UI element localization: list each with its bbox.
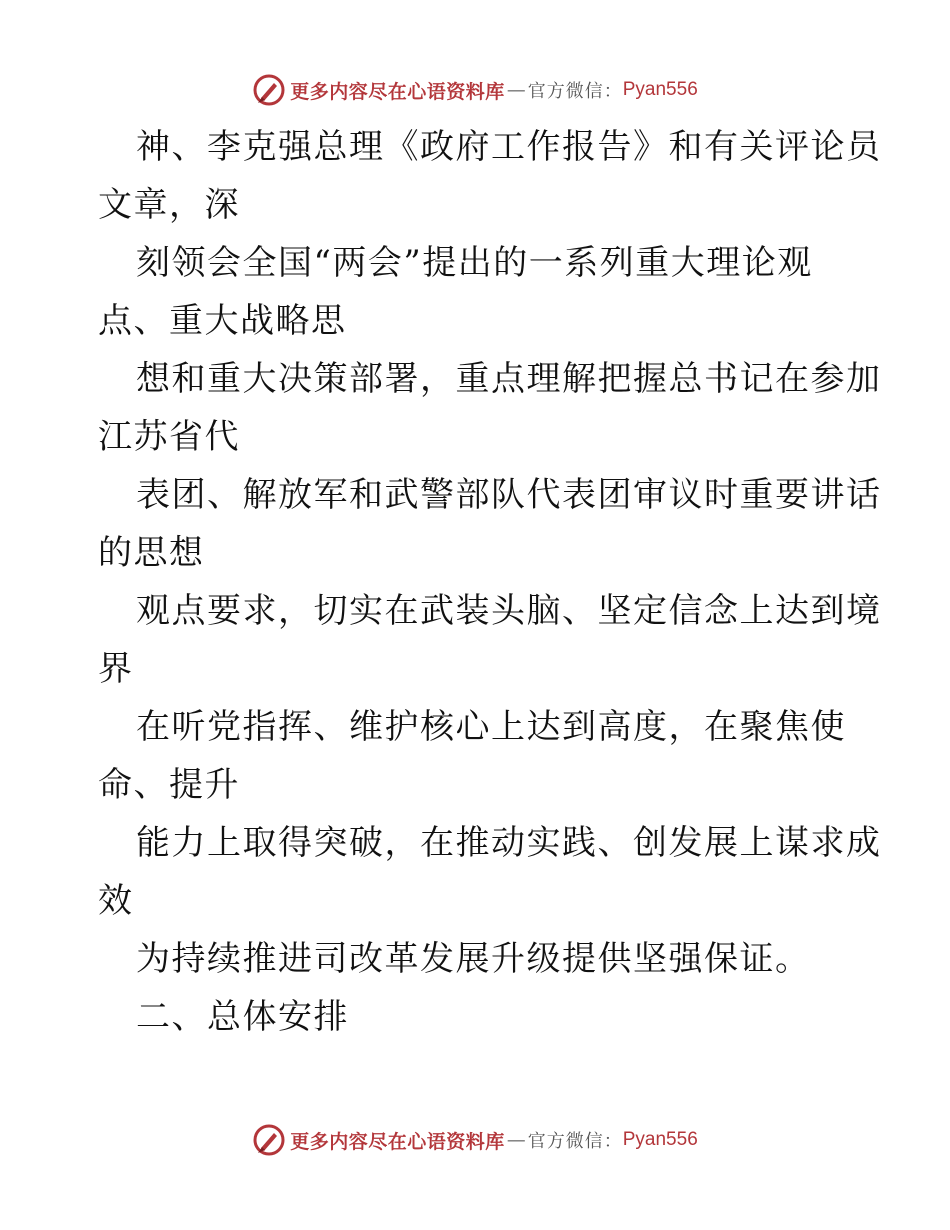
body-line: 神、李克强总理《政府工作报告》和有关评论员 xyxy=(136,127,882,167)
body-line: 命、提升 xyxy=(98,765,240,805)
pen-logo-icon xyxy=(252,1123,286,1157)
body-line: 江苏省代 xyxy=(98,417,240,457)
body-line: 在听党指挥、维护核心上达到高度，在聚焦使 xyxy=(136,707,846,747)
body-line: 能力上取得突破，在推动实践、创发展上谋求成 xyxy=(136,823,882,863)
body-line: 点、重大战略思 xyxy=(98,301,347,341)
banner-wechat-id: Pyan556 xyxy=(622,79,698,100)
banner-wechat-label: 官方微信： xyxy=(527,1131,623,1152)
body-line: 文章，深 xyxy=(98,185,240,225)
body-line: 界 xyxy=(98,649,134,689)
banner-wechat-label: 官方微信： xyxy=(527,81,623,102)
body-line: 观点要求，切实在武装头脑、坚定信念上达到境 xyxy=(136,591,882,631)
body-line: 想和重大决策部署，重点理解把握总书记在参加 xyxy=(136,359,882,399)
banner-text: 更多内容尽在心语资料库 xyxy=(290,80,505,103)
body-line: 为持续推进司改革发展升级提供坚强保证。 xyxy=(136,939,811,979)
banner-text: 更多内容尽在心语资料库 xyxy=(290,1130,505,1153)
section-heading: 二、总体安排 xyxy=(136,997,349,1037)
document-body xyxy=(98,118,882,1046)
header-banner xyxy=(0,70,950,110)
footer-banner xyxy=(0,1120,950,1160)
body-line: 的思想 xyxy=(98,533,205,573)
banner-wechat-id: Pyan556 xyxy=(622,1129,698,1150)
body-line: 效 xyxy=(98,881,134,921)
body-line: 刻领会全国“两会”提出的一系列重大理论观 xyxy=(136,243,813,283)
banner-separator: — xyxy=(506,79,526,101)
pen-logo-icon xyxy=(252,73,286,107)
banner-separator: — xyxy=(506,1129,526,1151)
body-line: 表团、解放军和武警部队代表团审议时重要讲话 xyxy=(136,475,882,515)
